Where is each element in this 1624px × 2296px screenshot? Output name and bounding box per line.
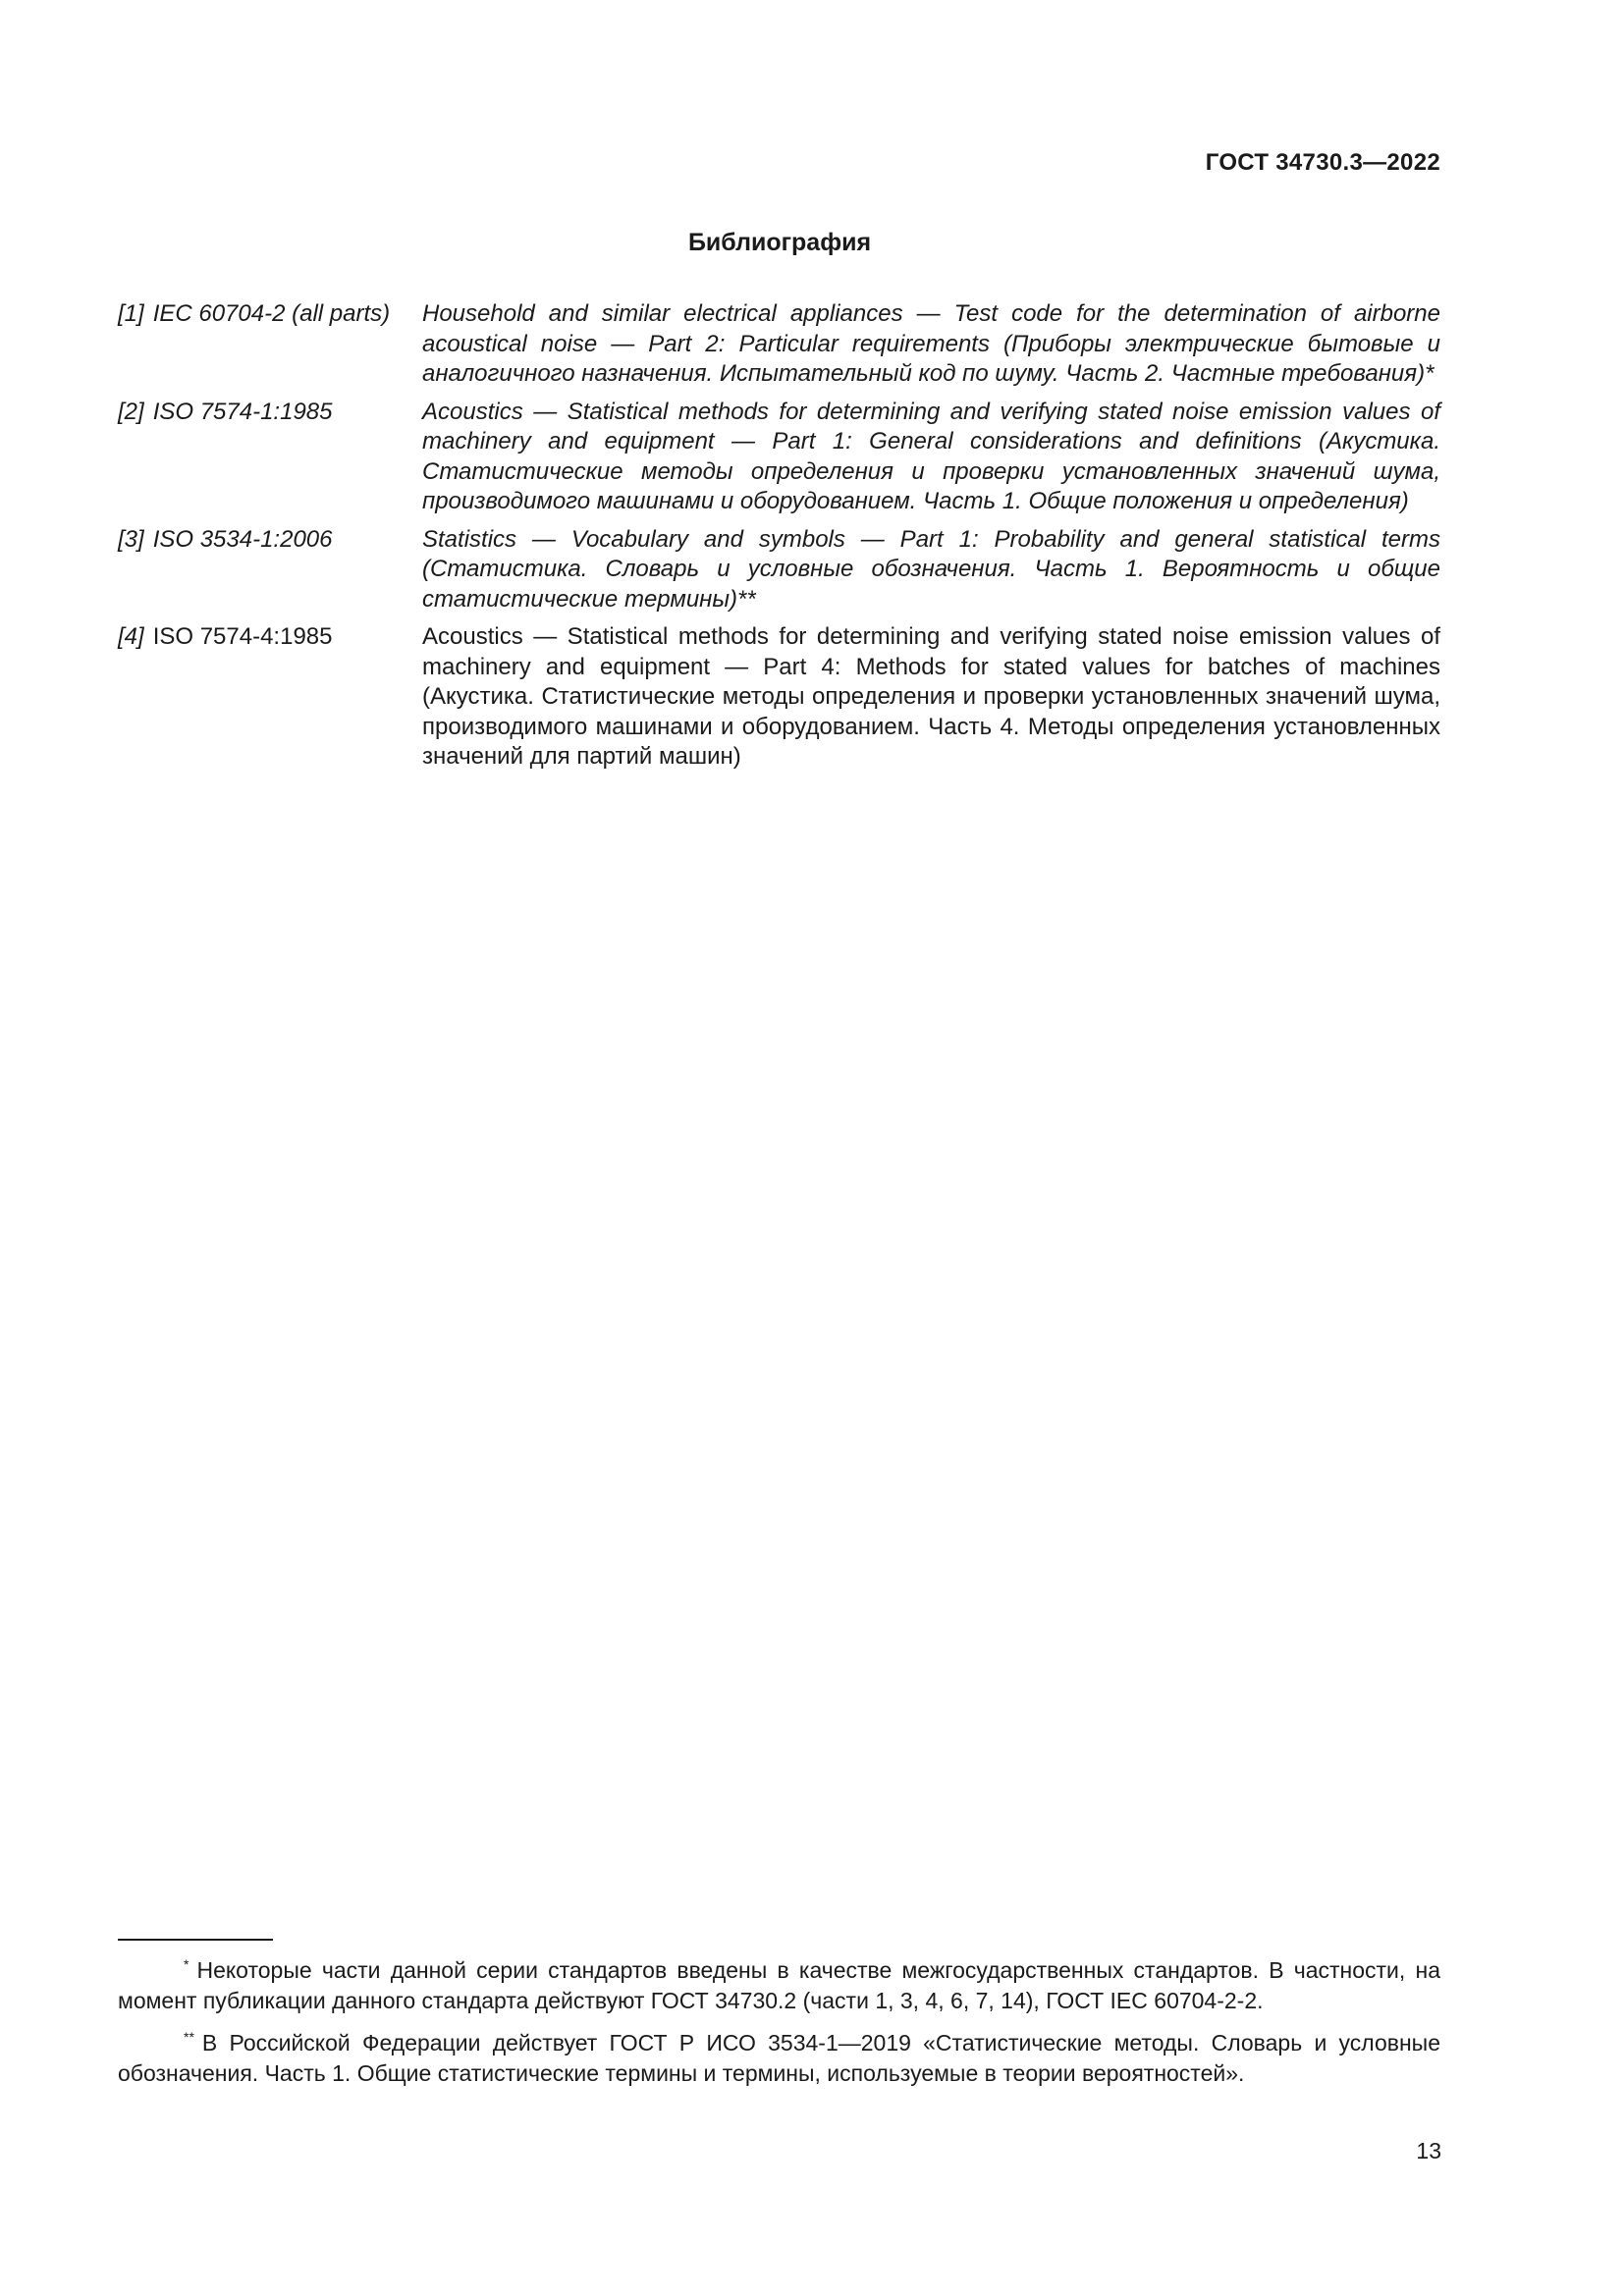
bibliography-text: Statistics — Vocabulary and symbols — Part 1: Probability and general statistical terms (Статистика. Словарь и условные обозначения. Часть 1. Вероятность и общие статистические термины)** bbox=[422, 525, 1440, 613]
bibliography-reference bbox=[118, 398, 422, 428]
footnote-mark: * bbox=[184, 1956, 189, 1972]
bibliography-reference bbox=[118, 622, 422, 653]
bibliography-code: ISO 7574-1:1985 bbox=[152, 398, 333, 425]
bibliography-number: [4] bbox=[118, 623, 144, 650]
footnotes bbox=[118, 1949, 1440, 2095]
document-code-header: ГОСТ 34730.3—2022 bbox=[1205, 149, 1440, 176]
bibliography-code: ISO 3534-1:2006 bbox=[152, 525, 333, 553]
bibliography-number: [1] bbox=[118, 300, 144, 327]
bibliography-reference bbox=[118, 299, 422, 330]
section-title: Библиография bbox=[687, 229, 872, 256]
footnote-text: В Российской Федерации действует ГОСТ Р ИСО 3534-1—2019 «Статистические методы. Словарь и условные обозначения. Часть 1. Общие статистические термины и термины, используемые в теории вероятностей». bbox=[118, 2030, 1440, 2086]
bibliography-text: Household and similar electrical appliances — Test code for the determination of airborne acoustical noise — Part 2: Particular requirements (Приборы электрические бытовые и аналогичного назначения. Испытательный код по шуму. Часть 2. Частные требования)* bbox=[422, 300, 1440, 387]
page-number: 13 bbox=[1416, 2138, 1441, 2163]
bibliography-code: IEC 60704-2 (all parts) bbox=[152, 300, 391, 327]
bibliography-code: ISO 7574-4:1985 bbox=[152, 623, 333, 650]
footnote-mark: ** bbox=[184, 2029, 194, 2045]
bibliography-entry bbox=[118, 299, 1440, 390]
bibliography-entry bbox=[118, 525, 1440, 615]
bibliography-entry bbox=[118, 398, 1440, 517]
bibliography-list bbox=[118, 299, 1440, 780]
bibliography-number: [2] bbox=[118, 398, 144, 425]
footnote-divider bbox=[118, 1939, 273, 1941]
bibliography-reference bbox=[118, 525, 422, 556]
footnote bbox=[118, 1949, 1440, 2016]
footnote-text: Некоторые части данной серии стандартов введены в качестве межгосударственных стандартов. В частности, на момент публикации данного стандарта действуют ГОСТ 34730.2 (части 1, 3, 4, 6, 7, 14), ГОСТ IEC 60704-2-2. bbox=[118, 1957, 1440, 2013]
bibliography-text: Acoustics — Statistical methods for determining and verifying stated noise emission values of machinery and equipment — Part 4: Methods for stated values for batches of machines (Акустика. Статистические методы определения и проверки установленных значений шума, производимого машинами и оборудованием. Часть 4. Методы определения установленных значений для партий машин) bbox=[422, 623, 1440, 770]
footnote bbox=[118, 2022, 1440, 2089]
bibliography-entry bbox=[118, 622, 1440, 773]
bibliography-number: [3] bbox=[118, 525, 144, 553]
bibliography-text: Acoustics — Statistical methods for determining and verifying stated noise emission values of machinery and equipment — Part 1: General considerations and definitions (Акустика. Статистические методы определения и проверки установленных значений шума, производимого машинами и оборудованием. Часть 1. Общие положения и определения) bbox=[422, 398, 1440, 514]
